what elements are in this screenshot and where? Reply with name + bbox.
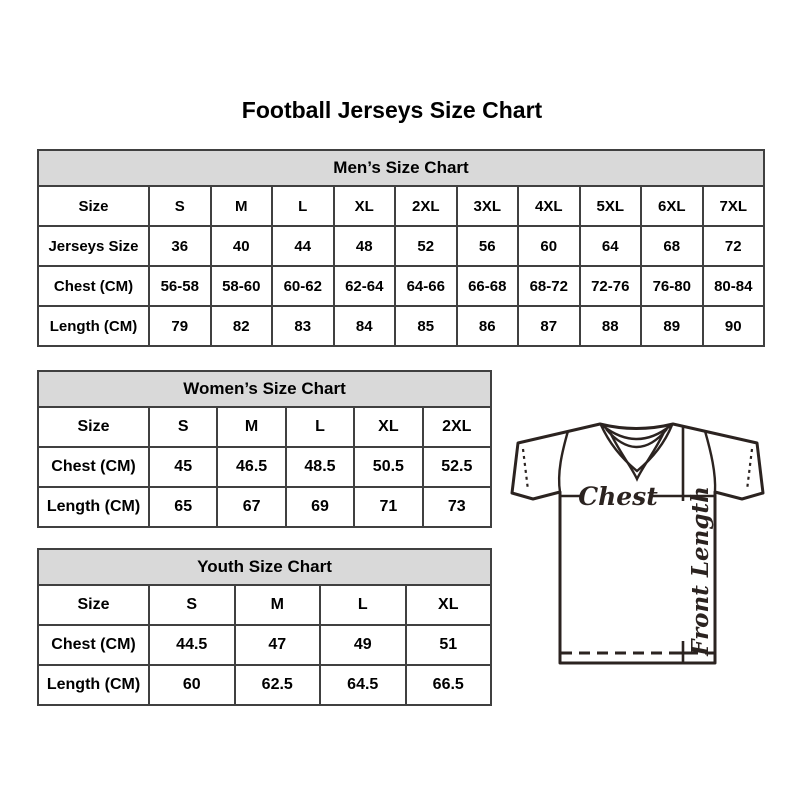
value-cell: 64.5: [320, 665, 406, 705]
mens-chart-title: Men’s Size Chart: [37, 149, 765, 187]
row-label-cell: Size: [38, 186, 149, 226]
value-cell: L: [286, 407, 354, 447]
table-row: [38, 585, 491, 625]
value-cell: 69: [286, 487, 354, 527]
value-cell: 88: [580, 306, 642, 346]
value-cell: 36: [149, 226, 211, 266]
womens-chart-title: Women’s Size Chart: [37, 370, 492, 408]
value-cell: 68: [641, 226, 703, 266]
value-cell: 45: [149, 447, 217, 487]
value-cell: L: [272, 186, 334, 226]
table-body: [38, 585, 491, 705]
value-cell: 64: [580, 226, 642, 266]
value-cell: 89: [641, 306, 703, 346]
value-cell: 50.5: [354, 447, 422, 487]
row-label-cell: Chest (CM): [38, 266, 149, 306]
value-cell: 52.5: [423, 447, 491, 487]
value-cell: 73: [423, 487, 491, 527]
youth-chart-title: Youth Size Chart: [37, 548, 492, 586]
value-cell: 2XL: [423, 407, 491, 447]
value-cell: 58-60: [211, 266, 273, 306]
value-cell: 87: [518, 306, 580, 346]
value-cell: 44.5: [149, 625, 235, 665]
jersey-outline-shape: [512, 424, 763, 663]
value-cell: 48: [334, 226, 396, 266]
left-cuff-dotted-seam: [523, 449, 528, 490]
value-cell: M: [235, 585, 321, 625]
table-row: [38, 306, 764, 346]
value-cell: 4XL: [518, 186, 580, 226]
jersey-diagram: [505, 415, 775, 670]
value-cell: 60: [518, 226, 580, 266]
row-label-cell: Chest (CM): [38, 447, 149, 487]
womens-size-table: [37, 406, 492, 528]
value-cell: 64-66: [395, 266, 457, 306]
value-cell: 7XL: [703, 186, 765, 226]
value-cell: 56: [457, 226, 519, 266]
value-cell: S: [149, 186, 211, 226]
value-cell: M: [211, 186, 273, 226]
value-cell: 90: [703, 306, 765, 346]
value-cell: 67: [217, 487, 285, 527]
table-row: [38, 487, 491, 527]
table-row: [38, 447, 491, 487]
value-cell: 79: [149, 306, 211, 346]
right-armhole-seam: [705, 431, 715, 492]
front-length-label: Front Length: [687, 486, 714, 656]
chest-label: Chest: [578, 482, 658, 511]
value-cell: S: [149, 585, 235, 625]
youth-size-table: [37, 584, 492, 706]
row-label-cell: Size: [38, 585, 149, 625]
value-cell: 51: [406, 625, 492, 665]
value-cell: 83: [272, 306, 334, 346]
row-label-cell: Size: [38, 407, 149, 447]
value-cell: 62-64: [334, 266, 396, 306]
value-cell: 80-84: [703, 266, 765, 306]
value-cell: 86: [457, 306, 519, 346]
left-armhole-seam: [559, 431, 568, 492]
value-cell: 2XL: [395, 186, 457, 226]
value-cell: 71: [354, 487, 422, 527]
table-row: [38, 266, 764, 306]
table-row: [38, 665, 491, 705]
row-label-cell: Length (CM): [38, 665, 149, 705]
value-cell: 48.5: [286, 447, 354, 487]
table-body: [38, 407, 491, 527]
youth-size-chart: [37, 548, 492, 706]
value-cell: 3XL: [457, 186, 519, 226]
value-cell: 84: [334, 306, 396, 346]
table-row: [38, 407, 491, 447]
value-cell: 44: [272, 226, 334, 266]
value-cell: 62.5: [235, 665, 321, 705]
value-cell: M: [217, 407, 285, 447]
table-row: [38, 186, 764, 226]
value-cell: 47: [235, 625, 321, 665]
value-cell: 85: [395, 306, 457, 346]
value-cell: 46.5: [217, 447, 285, 487]
mens-size-chart: [37, 149, 765, 347]
mens-size-table: [37, 185, 765, 347]
value-cell: XL: [334, 186, 396, 226]
value-cell: 66.5: [406, 665, 492, 705]
value-cell: 60-62: [272, 266, 334, 306]
value-cell: 65: [149, 487, 217, 527]
row-label-cell: Jerseys Size: [38, 226, 149, 266]
value-cell: 66-68: [457, 266, 519, 306]
row-label-cell: Length (CM): [38, 306, 149, 346]
value-cell: S: [149, 407, 217, 447]
value-cell: 6XL: [641, 186, 703, 226]
value-cell: 60: [149, 665, 235, 705]
value-cell: 68-72: [518, 266, 580, 306]
table-row: [38, 625, 491, 665]
value-cell: 72: [703, 226, 765, 266]
value-cell: 40: [211, 226, 273, 266]
value-cell: 56-58: [149, 266, 211, 306]
womens-size-chart: [37, 370, 492, 528]
value-cell: XL: [406, 585, 492, 625]
value-cell: 52: [395, 226, 457, 266]
value-cell: L: [320, 585, 406, 625]
value-cell: XL: [354, 407, 422, 447]
table-body: [38, 186, 764, 346]
value-cell: 76-80: [641, 266, 703, 306]
value-cell: 49: [320, 625, 406, 665]
right-cuff-dotted-seam: [747, 449, 752, 490]
row-label-cell: Chest (CM): [38, 625, 149, 665]
value-cell: 5XL: [580, 186, 642, 226]
table-row: [38, 226, 764, 266]
value-cell: 72-76: [580, 266, 642, 306]
page-title: Football Jerseys Size Chart: [241, 97, 543, 123]
value-cell: 82: [211, 306, 273, 346]
row-label-cell: Length (CM): [38, 487, 149, 527]
